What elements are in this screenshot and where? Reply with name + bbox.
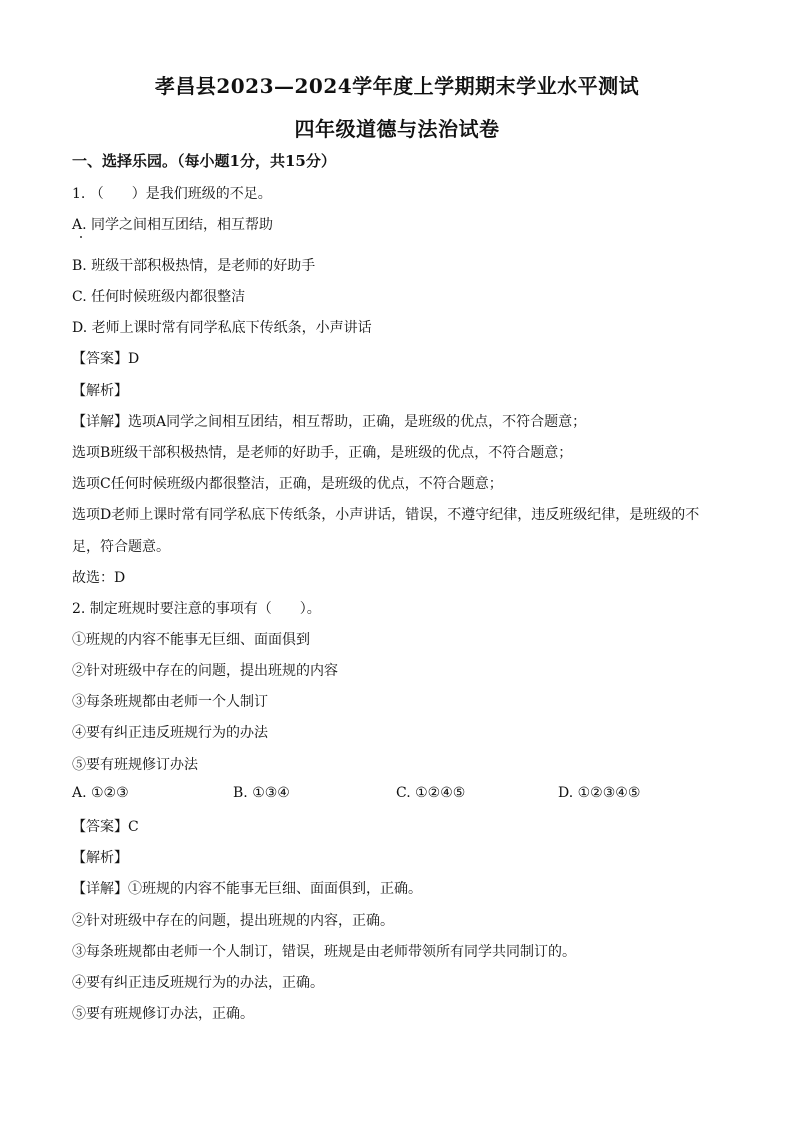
q2-option-c: C. ①②④⑤ — [396, 785, 466, 801]
q2-option-b: B. ①③④ — [233, 785, 290, 801]
q1-analysis-label: 【解析】 — [72, 383, 128, 399]
q2-detail-line: ④要有纠正违反班规行为的办法，正确。 — [72, 975, 324, 991]
section-heading: 一、选择乐园。（每小题1分，共15分） — [72, 152, 336, 170]
q2-statement: ③每条班规都由老师一个人制订 — [72, 694, 268, 710]
question-1-stem: 1. （ ）是我们班级的不足。 — [72, 186, 272, 202]
q1-detail-line: 足，符合题意。 — [72, 539, 170, 555]
q1-detail-line: 【详解】选项A同学之间相互团结，相互帮助，正确，是班级的优点，不符合题意； — [72, 414, 587, 430]
q1-option-c: C. 任何时候班级内都很整洁 — [72, 289, 246, 305]
q2-analysis-label: 【解析】 — [72, 850, 128, 866]
q2-statement: ⑤要有班规修订办法 — [72, 757, 198, 773]
question-2-stem: 2. 制定班规时要注意的事项有（ ）。 — [72, 601, 321, 617]
stray-dot — [80, 236, 82, 238]
q2-statement: ②针对班级中存在的问题，提出班规的内容 — [72, 663, 338, 679]
q1-detail-line: 选项D老师上课时常有同学私底下传纸条，小声讲话，错误，不遵守纪律，违反班级纪律，是班级的不 — [72, 507, 700, 523]
q1-option-a: A. 同学之间相互团结，相互帮助 — [72, 217, 274, 233]
q1-choice: 故选：D — [72, 570, 126, 586]
q2-detail-line: ③每条班规都由老师一个人制订，错误，班规是由老师带领所有同学共同制订的。 — [72, 944, 576, 960]
q2-statement: ④要有纠正违反班规行为的办法 — [72, 725, 268, 741]
q2-answer: 【答案】C — [72, 819, 139, 835]
q1-option-d: D. 老师上课时常有同学私底下传纸条，小声讲话 — [72, 320, 372, 336]
q1-detail-line: 选项B班级干部积极热情，是老师的好助手，正确，是班级的优点，不符合题意； — [72, 445, 573, 461]
q2-option-d: D. ①②③④⑤ — [558, 785, 641, 801]
q1-detail-line: 选项C任何时候班级内都很整洁，正确，是班级的优点，不符合题意； — [72, 476, 503, 492]
page-subtitle: 四年级道德与法治试卷 — [294, 117, 500, 141]
q1-answer: 【答案】D — [72, 351, 140, 367]
page-title: 孝昌县2023—2024学年度上学期期末学业水平测试 — [154, 74, 640, 98]
q2-detail-line: 【详解】①班规的内容不能事无巨细、面面俱到，正确。 — [72, 881, 422, 897]
q2-detail-line: ⑤要有班规修订办法，正确。 — [72, 1006, 254, 1022]
q1-option-b: B. 班级干部积极热情，是老师的好助手 — [72, 258, 316, 274]
q2-option-a: A. ①②③ — [72, 785, 129, 801]
q2-statement: ①班规的内容不能事无巨细、面面俱到 — [72, 632, 310, 648]
q2-detail-line: ②针对班级中存在的问题，提出班规的内容，正确。 — [72, 913, 394, 929]
